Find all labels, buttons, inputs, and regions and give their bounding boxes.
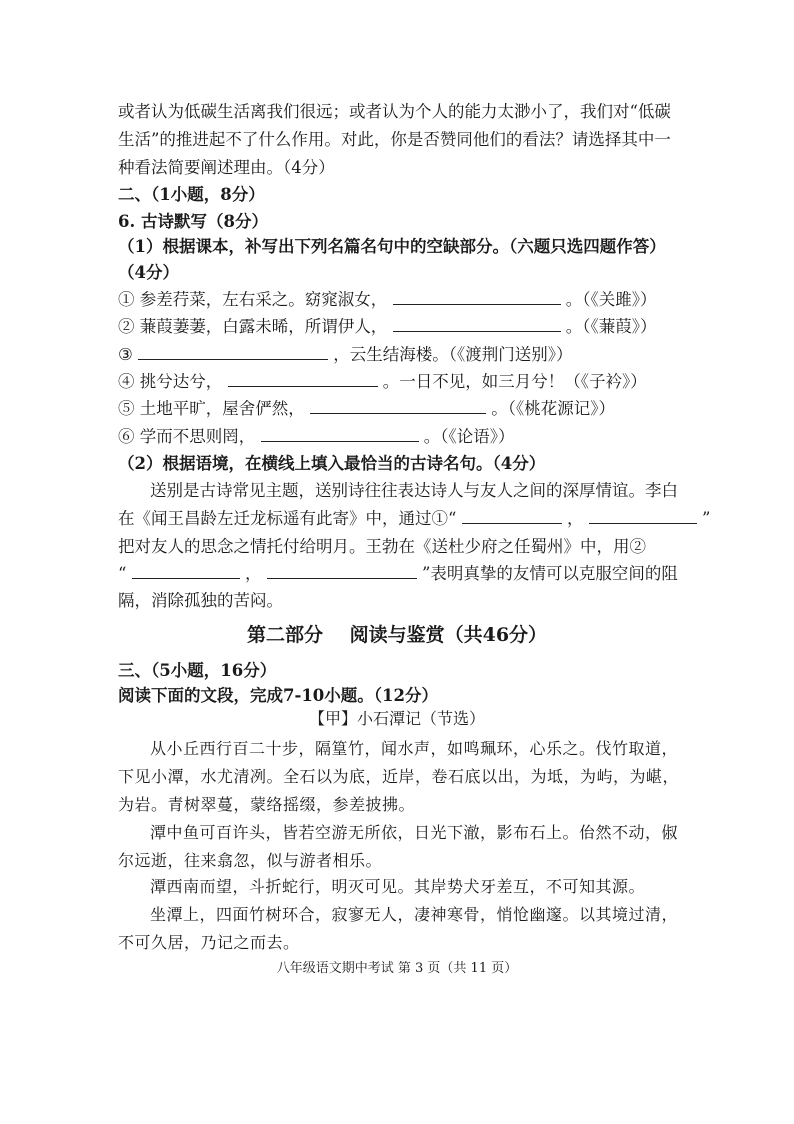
- passage-p2-line2: 尔远逝，往来翕忽，似与游者相乐。: [118, 851, 383, 870]
- question6-title: 6. 古诗默写（8分）: [118, 212, 268, 231]
- text-title: 【甲】小石潭记（节选）: [308, 709, 485, 728]
- answer-blank[interactable]: [267, 563, 417, 579]
- fill-item-3: [118, 344, 573, 366]
- para-close-quote: ”: [701, 509, 711, 528]
- fill-item-1: [118, 289, 657, 311]
- passage-p1-line1: 从小丘西行百二十步，隔篁竹，闻水声，如鸣珮环，心乐之。伐竹取道，: [150, 739, 679, 758]
- para-text: ”表明真挚的友情可以克服空间的阻: [421, 564, 678, 583]
- para-comma: ，: [566, 509, 584, 528]
- answer-blank[interactable]: [393, 289, 561, 305]
- page-footer: 八年级语文期中考试 第 3 页（共 11 页）: [276, 961, 518, 976]
- part2-instruction: （2）根据语境，在横线上填入最恰当的古诗名句。（4分）: [118, 454, 546, 473]
- para-line-2: [118, 508, 710, 530]
- fill-item-5: [118, 398, 615, 420]
- item-number: ②: [118, 317, 135, 336]
- para-line-1: 送别是古诗常见主题，送别诗往往表达诗人与友人之间的深厚情谊。李白: [150, 481, 678, 500]
- item-suffix: 。（《桃花源记》）: [491, 399, 615, 418]
- para-line-4: [118, 563, 678, 585]
- item-number: ①: [118, 290, 135, 309]
- intro-line-1: 或者认为低碳生活离我们很远；或者认为个人的能力太渺小了，我们对“低碳: [118, 102, 671, 121]
- passage-p4-line1: 坐潭上，四面竹树环合，寂寥无人，凄神寒骨，悄怆幽邃。以其境过清，: [150, 905, 679, 924]
- section3-heading: 三、（5小题，16分）: [118, 661, 277, 680]
- passage-p3-line1: 潭西南而望，斗折蛇行，明灭可见。其岸势犬牙差互，不可知其源。: [150, 877, 646, 896]
- para-text: 在《闻王昌龄左迁龙标遥有此寄》中，通过①“: [118, 509, 457, 528]
- item-suffix: ，云生结海楼。（《渡荆门送别》）: [333, 345, 573, 364]
- item-number: ⑥: [118, 427, 135, 446]
- item-suffix: 。一日不见，如三月兮！（《子衿》）: [382, 372, 647, 391]
- item-prefix: 土地平旷，屋舍俨然，: [139, 399, 305, 418]
- answer-blank[interactable]: [138, 344, 328, 360]
- answer-blank[interactable]: [393, 316, 561, 332]
- intro-line-2: 生活”的推进起不了什么作用。对此，你是否赞同他们的看法？请选择其中一: [118, 130, 671, 149]
- passage-p2-line1: 潭中鱼可百许头，皆若空游无所依，日光下澈，影布石上。佁然不动，俶: [150, 823, 679, 842]
- intro-line-3: 种看法简要阐述理由。（4分）: [118, 158, 335, 177]
- reading-instruction: 阅读下面的文段，完成7-10小题。（12分）: [118, 686, 439, 705]
- part1-score: （4分）: [118, 263, 179, 282]
- para-line-5: 隔，消除孤独的苦闷。: [118, 591, 283, 610]
- part1-instruction: （1）根据课本，补写出下列名篇名句中的空缺部分。（六题只选四题作答）: [118, 237, 666, 256]
- passage-p1-line3: 为岩。青树翠蔓，蒙络摇缀，参差披拂。: [118, 795, 416, 814]
- part-title-right: 阅读与鉴赏（共46分）: [349, 624, 548, 646]
- answer-blank[interactable]: [228, 371, 378, 387]
- answer-blank[interactable]: [310, 398, 486, 414]
- part-title-left: 第二部分: [246, 624, 323, 646]
- passage-p1-line2: 下见小潭，水尤清冽。全石以为底，近岸，卷石底以出，为坻，为屿，为嵁，: [118, 767, 680, 786]
- part-title: [0, 622, 794, 648]
- answer-blank[interactable]: [589, 508, 697, 524]
- para-line-3: 把对友人的思念之情托付给明月。王勃在《送杜少府之任蜀州》中，用②: [118, 537, 646, 556]
- fill-item-2: [118, 316, 657, 338]
- para-comma: ，: [244, 564, 262, 583]
- answer-blank[interactable]: [132, 563, 240, 579]
- item-number: ④: [118, 372, 135, 391]
- item-prefix: 蒹葭萋萋，白露未晞，所谓伊人，: [139, 317, 388, 336]
- item-suffix: 。（《蒹葭》）: [565, 317, 657, 336]
- item-prefix: 挑兮达兮，: [139, 372, 223, 391]
- fill-item-4: [118, 371, 647, 393]
- item-prefix: 参差荇菜，左右采之。窈窕淑女，: [139, 290, 388, 309]
- section2-heading: 二、（1小题，8分）: [118, 185, 265, 204]
- fill-item-6: [118, 426, 515, 448]
- answer-blank[interactable]: [462, 508, 562, 524]
- para-open-quote: “: [118, 564, 127, 583]
- passage-p4-line2: 不可久居，乃记之而去。: [118, 933, 300, 952]
- answer-blank[interactable]: [261, 426, 419, 442]
- item-suffix: 。（《论语》）: [423, 427, 515, 446]
- item-prefix: 学而不思则罔，: [139, 427, 256, 446]
- item-number: ③: [118, 345, 133, 364]
- item-suffix: 。（《关雎》）: [565, 290, 657, 309]
- item-number: ⑤: [118, 399, 135, 418]
